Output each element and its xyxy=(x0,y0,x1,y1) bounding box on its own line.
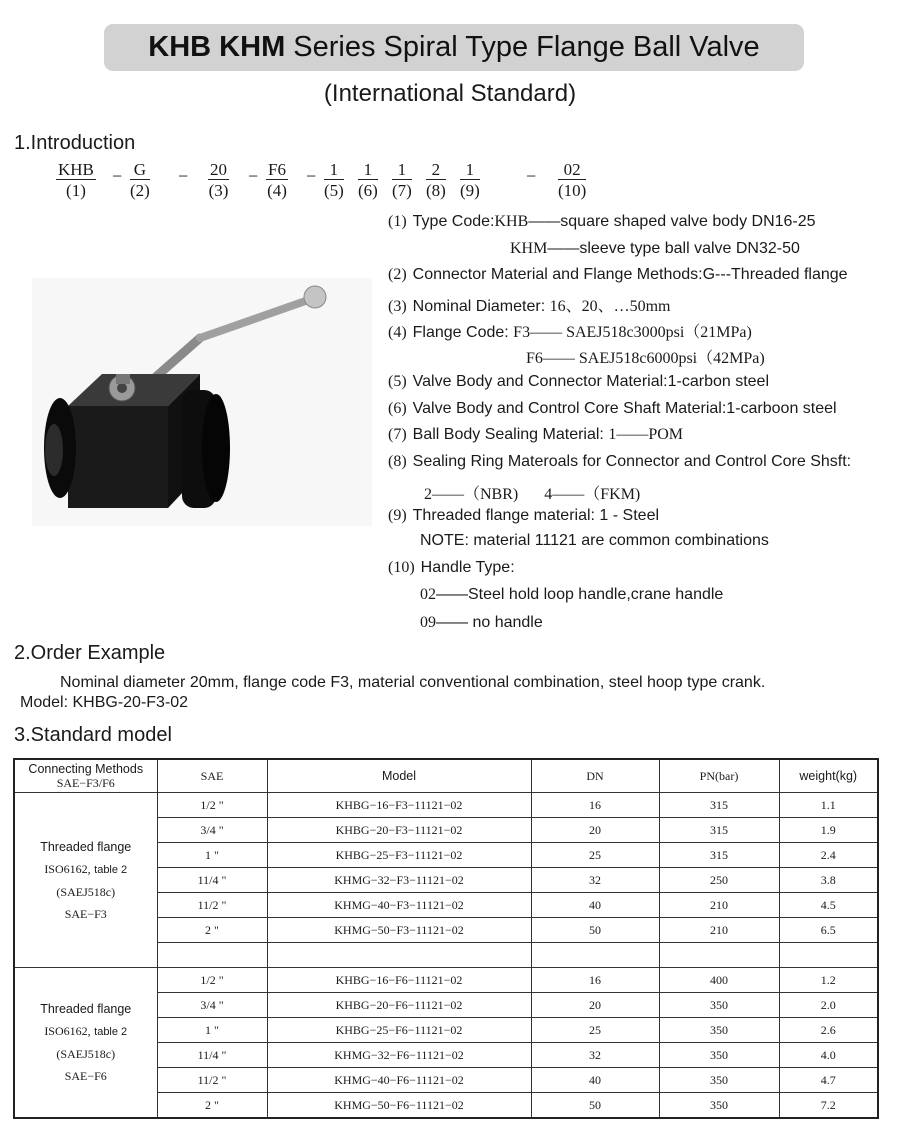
table-row: 1 " KHBG−25−F3−11121−02 25 315 2.4 xyxy=(14,843,878,868)
page-title xyxy=(104,24,804,71)
code-part: KHB (1) xyxy=(58,160,94,200)
col-header-model: Model xyxy=(267,759,531,793)
code-part: G (2) xyxy=(130,160,150,200)
item-type-code-khm: KHM——sleeve type ball valve DN32-50 xyxy=(510,240,800,257)
item-ball-sealing: (7) Ball Body Sealing Material: 1——POM xyxy=(388,426,683,443)
code-part: 1 (6) xyxy=(358,160,378,200)
table-row: Threaded flange ISO6162, table 2 (SAEJ518c) SAE−F6 1/2 " KHBG−16−F6−11121−02 16 400 1.2 xyxy=(14,968,878,993)
item-flange-code-f6: F6—— SAEJ518c6000psi（42MPa) xyxy=(526,350,765,367)
table-row: 11/2 " KHMG−40−F3−11121−02 40 210 4.5 xyxy=(14,893,878,918)
item-type-code: (1) Type Code:KHB——square shaped valve body DN16-25 xyxy=(388,213,816,230)
item-body-connector-material: (5) Valve Body and Connector Material:1-carbon steel xyxy=(388,373,769,390)
introduction-heading: 1.Introduction xyxy=(14,132,136,154)
order-example-heading: 2.Order Example xyxy=(14,642,166,664)
item-shaft-material: (6) Valve Body and Control Core Shaft Material:1-carboon steel xyxy=(388,400,837,417)
col-header-weight: weight(kg) xyxy=(779,759,878,793)
table-row: 11/2 " KHMG−40−F6−11121−02 40 350 4.7 xyxy=(14,1068,878,1093)
standard-model-table xyxy=(13,758,879,1119)
note-common-combination: NOTE: material 11121 are common combinations xyxy=(420,532,769,549)
table-row: 2 " KHMG−50−F6−11121−02 50 350 7.2 xyxy=(14,1093,878,1119)
code-part: 1 (5) xyxy=(324,160,344,200)
code-part: 2 (8) xyxy=(426,160,446,200)
table-row: Threaded flange ISO6162, table 2 (SAEJ518c) SAE−F3 1/2 " KHBG−16−F3−11121−02 16 315 1.1 xyxy=(14,793,878,818)
order-example-text: Nominal diameter 20mm, flange code F3, material conventional combination, steel hoop type crank. xyxy=(60,674,766,691)
item-handle-type: (10) Handle Type: xyxy=(388,559,515,576)
item-connector-material: (2) Connector Material and Flange Methods:G---Threaded flange xyxy=(388,266,848,283)
group-f6-label: Threaded flange ISO6162, table 2 (SAEJ518c) SAE−F6 xyxy=(14,968,157,1119)
table-row: 3/4 " KHBG−20−F3−11121−02 20 315 1.9 xyxy=(14,818,878,843)
title-text: Series Spiral Type Flange Ball Valve xyxy=(285,31,760,63)
standard-model-heading: 3.Standard model xyxy=(14,724,172,746)
col-header-dn: DN xyxy=(531,759,659,793)
table-row: 11/4 " KHMG−32−F6−11121−02 32 350 4.0 xyxy=(14,1043,878,1068)
handle-option-02: 02——Steel hold loop handle,crane handle xyxy=(420,586,724,603)
order-example-model: Model: KHBG-20-F3-02 xyxy=(20,694,189,711)
page-subtitle: (International Standard) xyxy=(323,80,577,107)
item-sealing-ring: (8) Sealing Ring Materoals for Connector and Control Core Shsft: xyxy=(388,453,852,470)
table-row: 1 " KHBG−25−F6−11121−02 25 350 2.6 xyxy=(14,1018,878,1043)
title-series-codes: KHB KHM xyxy=(148,31,286,63)
table-header-row xyxy=(14,759,878,793)
col-header-pn: PN(bar) xyxy=(659,759,779,793)
col-header-sae: SAE xyxy=(157,759,267,793)
code-part: 1 (7) xyxy=(392,160,412,200)
col-header-methods: Connecting Methods SAE−F3/F6 xyxy=(14,759,157,793)
table-row: 2 " KHMG−50−F3−11121−02 50 210 6.5 xyxy=(14,918,878,943)
code-part: 1 (9) xyxy=(460,160,480,200)
model-code-breakdown: KHB (1) − G (2) − 20 (3) − F6 (4) − 1 (5) 1 (6) 1 (7) 2 (8) 1 (9) − 02 (10) xyxy=(58,160,587,200)
item-flange-material: (9) Threaded flange material: 1 - Steel xyxy=(388,507,660,524)
code-part: F6 (4) xyxy=(267,160,287,200)
code-part: 20 (3) xyxy=(208,160,229,200)
group-f3-label: Threaded flange ISO6162, table 2 (SAEJ518c) SAE−F3 xyxy=(14,793,157,968)
item-sealing-ring-options: 2——（NBR) 4——（FKM) xyxy=(424,486,641,503)
handle-option-09: 09—— no handle xyxy=(420,614,543,631)
item-flange-code: (4) Flange Code: F3—— SAEJ518c3000psi（21MPa) xyxy=(388,324,752,341)
table-row: 11/4 " KHMG−32−F3−11121−02 32 250 3.8 xyxy=(14,868,878,893)
ball-valve-photo xyxy=(32,278,372,526)
code-part: 02 (10) xyxy=(558,160,587,200)
table-row: 3/4 " KHBG−20−F6−11121−02 20 350 2.0 xyxy=(14,993,878,1018)
item-nominal-diameter: (3) Nominal Diameter: 16、20、…50mm xyxy=(388,298,671,315)
